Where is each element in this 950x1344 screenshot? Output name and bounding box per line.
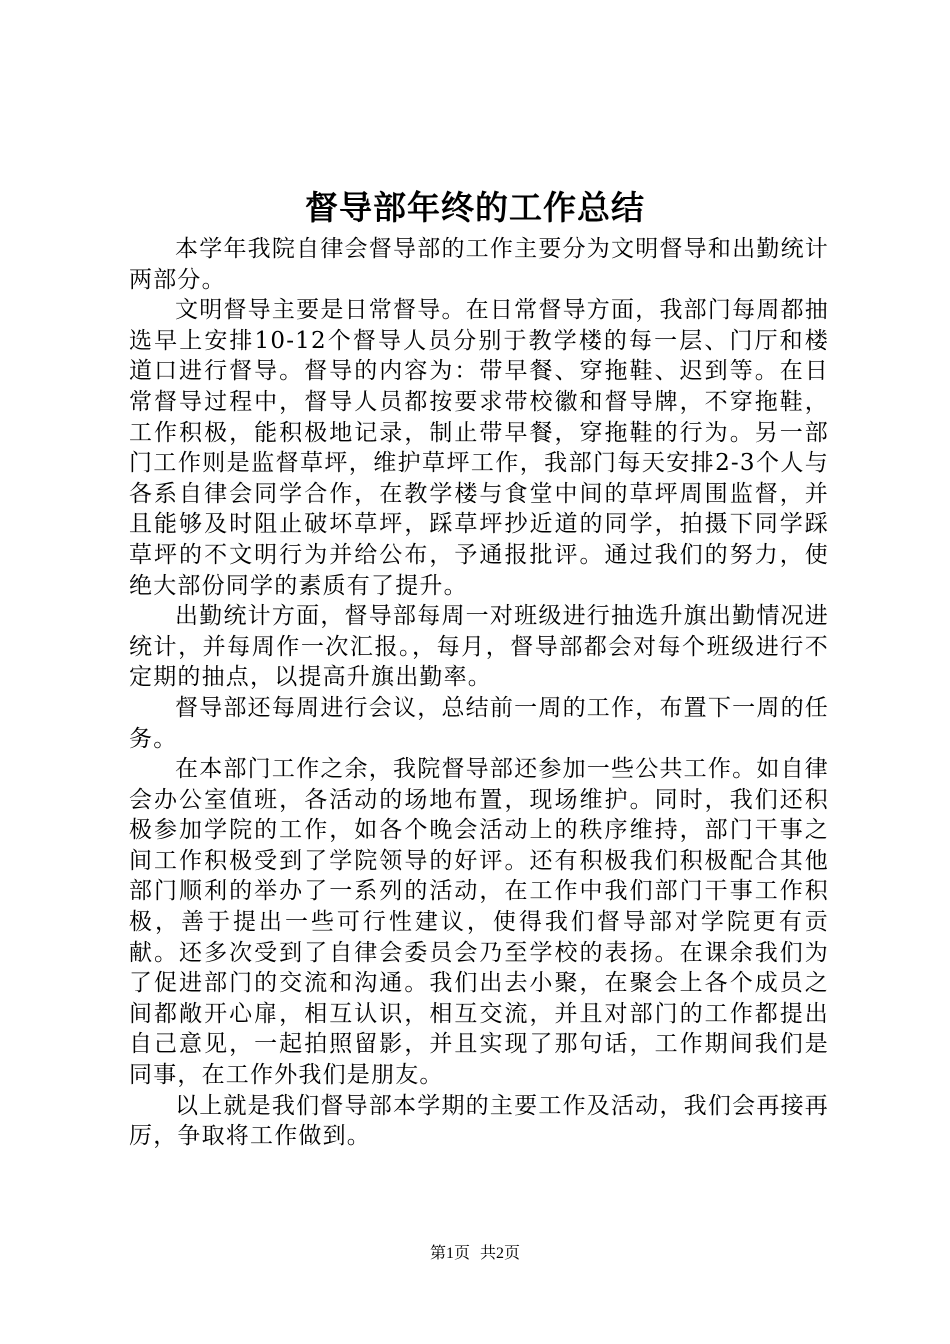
document-title: 督导部年终的工作总结 [305, 188, 645, 227]
paragraph: 文明督导主要是日常督导。在日常督导方面，我部门每周都抽选早上安排10-12个督导人员分别于教学楼的每一层、门厅和楼道口进行督导。督导的内容为：带早餐、穿拖鞋、迟到等。在日常督导过程中，督导人员都按要求带校徽和督导牌，不穿拖鞋，工作积极，能积极地记录，制止带早餐，穿拖鞋的行为。另一部门工作则是监督草坪，维护草坪工作，我部门每天安排2-3个人与各系自律会同学合作，在教学楼与食堂中间的草坪周围监督，并且能够及时阻止破坏草坪，踩草坪抄近道的同学，拍摄下同学踩草坪的不文明行为并给公布，予通报批评。通过我们的努力，使绝大部份同学的素质有了提升。 [129, 297, 829, 599]
paragraph: 本学年我院自律会督导部的工作主要分为文明督导和出勤统计两部分。 [129, 236, 829, 293]
paragraph: 在本部门工作之余，我院督导部还参加一些公共工作。如自律会办公室值班，各活动的场地布置，现场维护。同时，我们还积极参加学院的工作，如各个晚会活动上的秩序维持，部门干事之间工作积极受到了学院领导的好评。还有积极我们积极配合其他部门顺利的举办了一系列的活动，在工作中我们部门干事工作积极，善于提出一些可行性建议，使得我们督导部对学院更有贡献。还多次受到了自律会委员会乃至学校的表扬。在课余我们为了促进部门的交流和沟通。我们出去小聚，在聚会上各个成员之间都敞开心扉，相互认识，相互交流，并且对部门的工作都提出自己意见，一起拍照留影，并且实现了那句话，工作期间我们是同事，在工作外我们是朋友。 [129, 756, 829, 1089]
paragraph: 督导部还每周进行会议，总结前一周的工作，布置下一周的任务。 [129, 694, 829, 752]
paragraph: 出勤统计方面，督导部每周一对班级进行抽选升旗出勤情况进统计，并每周作一次汇报。，每月，督导部都会对每个班级进行不定期的抽点，以提高升旗出勤率。 [129, 603, 829, 691]
page-footer [0, 1243, 950, 1265]
page-number: 第1页 [429, 1245, 470, 1262]
document-body [129, 234, 829, 1152]
paragraph: 以上就是我们督导部本学期的主要工作及活动，我们会再接再厉，争取将工作做到。 [129, 1092, 829, 1150]
page-total: 共2页 [480, 1245, 521, 1262]
